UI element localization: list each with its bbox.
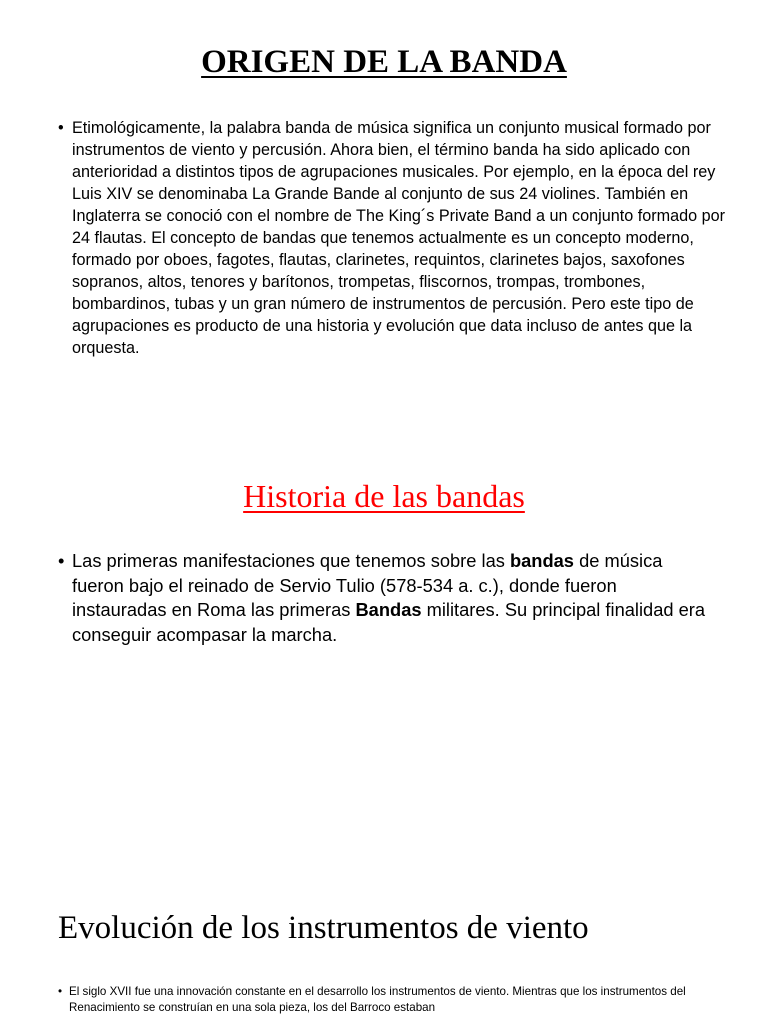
paragraph-historia-part: Las primeras manifestaciones que tenemos sobre las bbox=[72, 550, 510, 571]
paragraph-historia-part: de música fueron bajo el reinado de Servio Tulio (578-534 a. c.), donde fueron instauradas en Roma las primeras bbox=[72, 550, 663, 620]
paragraph-historia-bold-term: Bandas bbox=[355, 599, 422, 620]
bullet-icon: • bbox=[58, 985, 63, 998]
bullet-icon: • bbox=[58, 550, 65, 571]
bullet-icon: • bbox=[58, 119, 64, 137]
paragraph-historia-bold-term: bandas bbox=[509, 550, 574, 571]
heading-evolucion-instrumentos: Evolución de los instrumentos de viento bbox=[58, 910, 589, 946]
paragraph-origen-text: Etimológicamente, la palabra banda de música significa un conjunto musical formado por instrumentos de viento y percusión. Ahora bien, el término banda ha sido aplicado con anterioridad a distintos tipos de agrupaciones musicales. Por ejemplo, en la época del rey Luis XIV se denominaba La Grande Bande al conjunto de sus 24 violines. También en Inglaterra se conoció con el nombre de The King´s Private Band a un conjunto formado por 24 flautas. El concepto de bandas que tenemos actualmente es un concepto moderno, formado por oboes, fagotes, flautas, clarinetes, requintos, clarinetes bajos, saxofones sopranos, altos, tenores y barítonos, trompetas, fliscornos, trompas, trombones, bombardinos, tubas y un gran número de instrumentos de percusión. Pero este tipo de agrupaciones es producto de una historia y evolución que data incluso de antes que la orquesta. bbox=[72, 119, 725, 357]
paragraph-historia-part: militares. Su principal finalidad era conseguir acompasar la marcha. bbox=[72, 599, 706, 645]
paragraph-evolucion-text: El siglo XVII fue una innovación constante en el desarrollo los instrumentos de viento. Mientras que los instrumentos del Renacimiento se construían en una sola pieza, los del Barroco estaban bbox=[69, 985, 686, 1014]
heading-historia-de-las-bandas: Historia de las bandas bbox=[243, 478, 525, 514]
paragraph-historia bbox=[58, 549, 712, 647]
paragraph-origen bbox=[58, 117, 732, 359]
heading-origen-de-la-banda: ORIGEN DE LA BANDA bbox=[201, 44, 567, 80]
paragraph-evolucion bbox=[58, 984, 739, 1016]
